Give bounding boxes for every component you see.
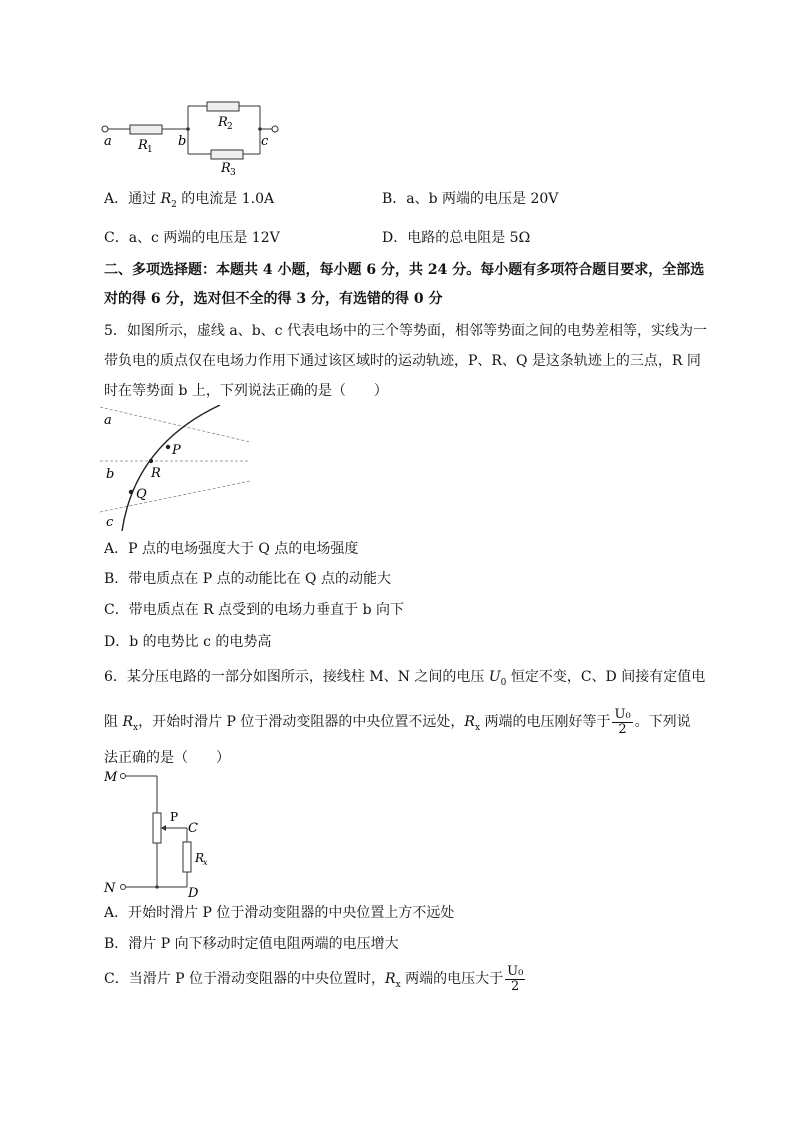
q6-stem-line2: 阻 $R_x$，开始时滑片 P 位于滑动变阻器的中央位置不远处，$R_x$ 两端的电压刚好等于 $\frac{\text{U₀}}{2}$ 。下列说 bbox=[104, 706, 691, 737]
terminal-c-label: C bbox=[188, 821, 198, 836]
point-q-label: Q bbox=[136, 487, 147, 502]
q6-option-c: C．当滑片 P 位于滑动变阻器的中央位置时，$R_x$ 两端的电压大于 $\frac{\text{U₀}}{2}$ bbox=[104, 963, 524, 994]
equipotential-figure-q5 bbox=[100, 405, 260, 535]
q5-option-d: D．b 的电势比 c 的电势高 bbox=[104, 634, 272, 650]
section-2-heading-line2: 对的得 6 分，选对但不全的得 3 分，有选错的得 0 分 bbox=[104, 291, 443, 307]
r2-label: R bbox=[218, 115, 228, 130]
rx-subscript: x bbox=[203, 858, 208, 867]
fraction-u0-over-2-option-c: $\frac{\text{U₀}}{2}$ bbox=[507, 963, 524, 994]
q4-option-c: C．a、c 两端的电压是 12V bbox=[104, 230, 280, 246]
q5-stem-line1: 5．如图所示，虚线 a、b、c 代表电场中的三个等势面，相邻等势面之间的电势差相等，实线为一 bbox=[104, 323, 707, 339]
surface-b-label: b bbox=[106, 467, 115, 482]
r1-subscript: 1 bbox=[147, 145, 153, 155]
node-c-label: c bbox=[261, 134, 269, 149]
q6-option-b: B．滑片 P 向下移动时定值电阻两端的电压增大 bbox=[104, 936, 399, 952]
terminal-d-label: D bbox=[188, 886, 199, 898]
point-r-label: R bbox=[151, 466, 161, 481]
q5-option-b: B．带电质点在 P 点的动能比在 Q 点的动能大 bbox=[104, 571, 391, 587]
circuit-diagram-q4 bbox=[100, 94, 290, 176]
divider-circuit-figure-q6 bbox=[100, 770, 220, 898]
point-p-label: P bbox=[172, 443, 181, 458]
r3-subscript: 3 bbox=[230, 168, 236, 176]
terminal-n-label: N bbox=[104, 881, 116, 896]
node-b-label: b bbox=[178, 134, 187, 149]
q5-option-a: A．P 点的电场强度大于 Q 点的电场强度 bbox=[104, 541, 359, 557]
fraction-u0-over-2: $\frac{\text{U₀}}{2}$ bbox=[614, 706, 631, 737]
q4-option-a: A．通过 $R_2$ 的电流是 1.0A bbox=[104, 191, 275, 210]
surface-a-label: a bbox=[104, 413, 112, 428]
slider-p-label: P bbox=[170, 810, 179, 824]
r3-label: R bbox=[221, 161, 231, 176]
r1-label: R bbox=[138, 138, 148, 153]
section-2-heading-line1: 二、多项选择题：本题共 4 小题，每小题 6 分，共 24 分。每小题有多项符合题目要求，全部选 bbox=[104, 262, 705, 278]
q5-stem-line2: 带负电的质点仅在电场力作用下通过该区域时的运动轨迹，P、R、Q 是这条轨迹上的三点，R 同 bbox=[104, 353, 701, 369]
q6-stem-line1: 6．某分压电路的一部分如图所示，接线柱 M、N 之间的电压 $U_0$ 恒定不变，C、D 间接有定值电 bbox=[104, 669, 706, 688]
q6-stem-line3: 法正确的是（ ） bbox=[104, 750, 230, 766]
q4-option-d: D．电路的总电阻是 5Ω bbox=[382, 230, 531, 246]
q4-option-b: B．a、b 两端的电压是 20V bbox=[382, 191, 559, 207]
r2-subscript: 2 bbox=[227, 122, 233, 132]
surface-c-label: c bbox=[106, 515, 114, 530]
rx-label: R bbox=[195, 851, 205, 865]
q6-option-a: A．开始时滑片 P 位于滑动变阻器的中央位置上方不远处 bbox=[104, 905, 455, 921]
q5-stem-line3: 时在等势面 b 上，下列说法正确的是（ ） bbox=[104, 383, 388, 399]
q5-option-c: C．带电质点在 R 点受到的电场力垂直于 b 向下 bbox=[104, 602, 405, 618]
terminal-m-label: M bbox=[104, 770, 118, 785]
node-a-label: a bbox=[104, 134, 112, 149]
